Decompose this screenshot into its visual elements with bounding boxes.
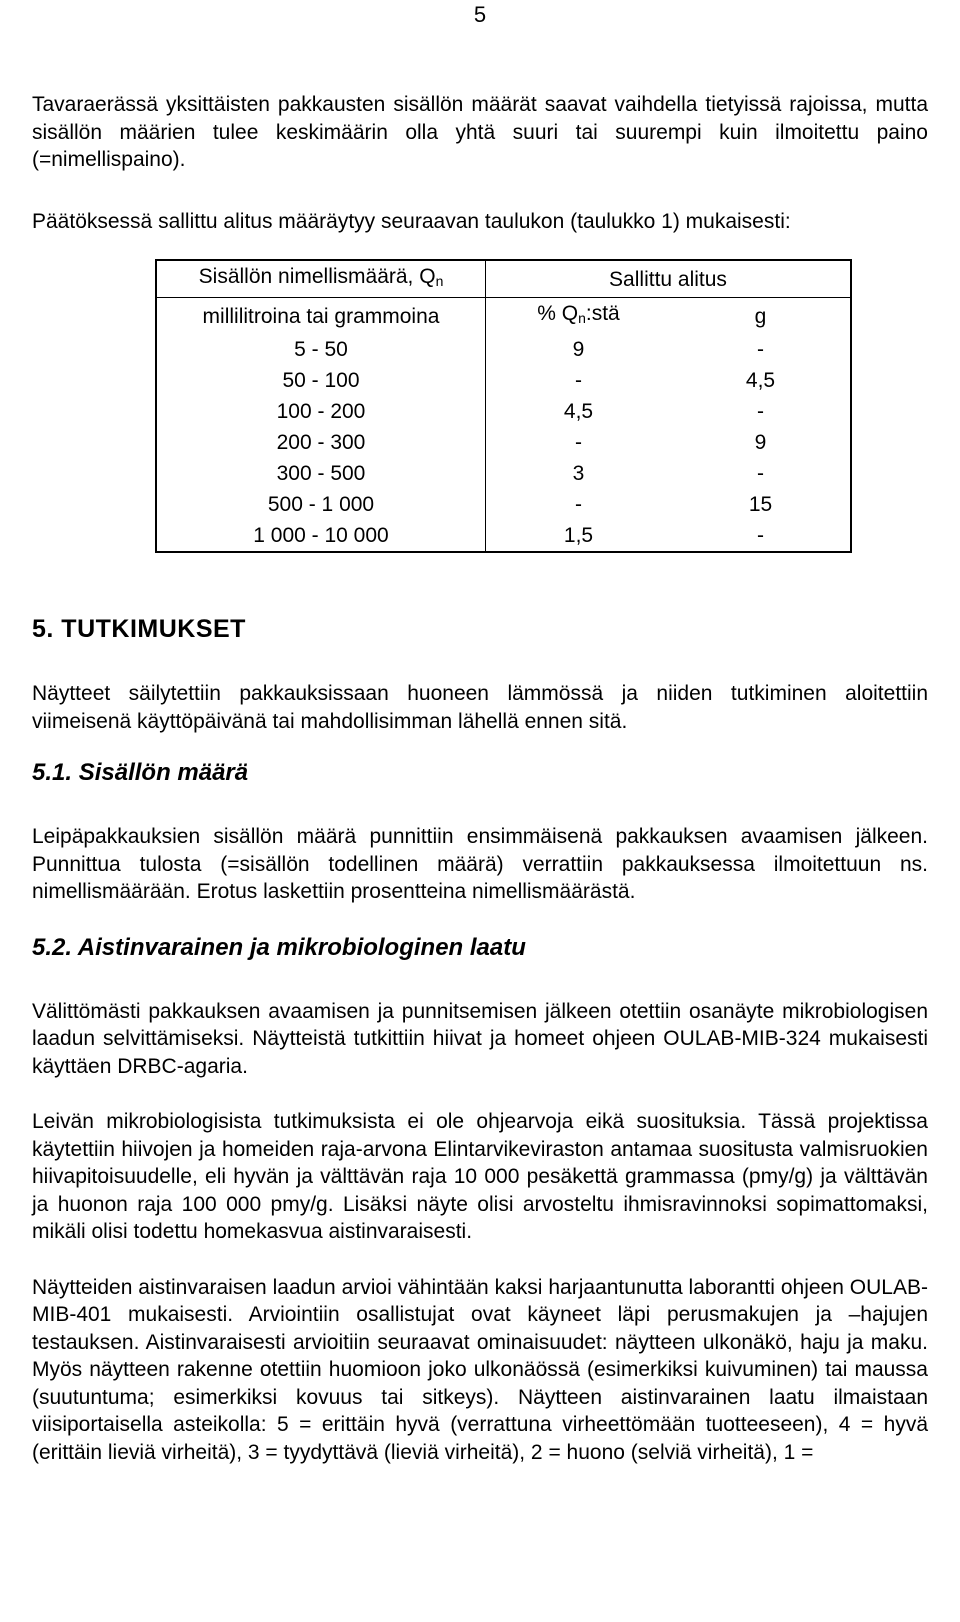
section-5-2-paragraph-1: Välittömästi pakkauksen avaamisen ja punnitsemisen jälkeen otettiin osanäyte mikrobiologisen laadun selvittämiseksi. Näytteistä tutkittiin hiivat ja homeet ohjeen OULAB-MIB-324 mukaisesti käyttäen DRBC-agaria. <box>32 999 928 1078</box>
table-row <box>156 458 851 489</box>
header-allowed-shortfall: Sallittu alitus <box>486 260 852 298</box>
subheader-unit: millilitroina tai grammoina <box>156 298 486 335</box>
section-5-paragraph: Näytteet säilytettiin pakkauksissaan huoneen lämmössä ja niiden tutkiminen aloitettiin viimeisenä käyttöpäivänä tai mahdollisimman lähellä ennen sitä. <box>32 682 928 733</box>
table-header-row <box>156 260 851 298</box>
table-cell: 3 <box>572 462 585 485</box>
table-row <box>156 334 851 365</box>
header-nominal-quantity: Sisällön nimellismäärä, $Q_n$ <box>156 260 486 298</box>
subheader-grams: g <box>671 298 851 335</box>
table-cell: - <box>671 458 851 489</box>
allowance-table <box>155 259 852 553</box>
section-5-1-paragraph: Leipäpakkauksien sisällön määrä punnittiin ensimmäisenä pakkauksen avaamisen jälkeen. Punnittua tulosta (=sisällön todellinen määrä) verrattiin pakkauksessa ilmoitettuun ns. nimellismäärään. Erotus laskettiin prosentteina nimellismäärästä. <box>32 825 928 903</box>
table-subheader-row <box>156 298 851 335</box>
table-cell: 300 - 500 <box>156 458 486 489</box>
table-row <box>156 489 851 520</box>
table-cell: 200 - 300 <box>156 427 486 458</box>
table-cell: - <box>575 431 582 454</box>
table-cell: 100 - 200 <box>156 396 486 427</box>
document-body <box>32 91 928 1466</box>
table-row <box>156 365 851 396</box>
table-row <box>156 520 851 552</box>
table-cell: 15 <box>671 489 851 520</box>
table-cell: 4,5 <box>563 400 594 423</box>
section-5-2-heading: 5.2. Aistinvarainen ja mikrobiologinen laatu <box>32 933 526 961</box>
table-lead-paragraph: Päätöksessä sallittu alitus määräytyy seuraavan taulukon (taulukko 1) mukaisesti: <box>32 209 791 233</box>
section-5-1-heading: 5.1. Sisällön määrä <box>32 759 249 786</box>
page-number: 5 <box>473 2 487 27</box>
table-cell: 1,5 <box>486 520 672 552</box>
table-cell: - <box>671 396 851 427</box>
section-5-2-paragraph-3: Näytteiden aistinvaraisen laadun arvioi vähintään kaksi harjaantunutta laborantti ohjeen OULAB-MIB-401 mukaisesti. Arviointiin osallistujat ovat käyneet läpi perusmakujen ja –hajujen testauksen. Aistinvaraisesti arvioitiin seuraavat ominaisuudet: näytteen ulkonäkö, haju ja maku. Myös näytteen rakenne otettiin huomioon joko ulkonäössä (esimerkiksi kuivuminen) tai maussa (suutuntuma; esimerkiksi kovuus tai sitkeys). Näytteen aistinvarainen laatu ilmaistaan viisiportaisella asteikolla: 5 = erittäin hyvä (verrattuna virheettömään tuotteeseen), 4 = hyvä (erittäin lieviä virheitä), 3 = tyydyttävä (lieviä virheitä), 2 = huono (selviä virheitä), 1 = <box>32 1275 928 1464</box>
table-cell: 50 - 100 <box>156 365 486 396</box>
table-cell: 9 <box>671 427 851 458</box>
intro-paragraph: Tavaraerässä yksittäisten pakkausten sisällön määrät saavat vaihdella tietyissä rajoissa, mutta sisällön määrien tulee keskimäärin olla yhtä suuri tai suurempi kuin ilmoitettu paino (=nimellispaino). <box>32 93 928 171</box>
table-row <box>156 396 851 427</box>
table-cell: 1 000 - 10 000 <box>156 520 486 552</box>
table-cell: - <box>575 369 582 392</box>
table-cell: - <box>671 520 851 552</box>
table-cell: - <box>575 493 582 516</box>
table-cell: 5 - 50 <box>156 334 486 365</box>
table-cell: 4,5 <box>671 365 851 396</box>
table-cell: 500 - 1 000 <box>156 489 486 520</box>
table-row <box>156 427 851 458</box>
section-5-heading: 5. TUTKIMUKSET <box>32 615 246 643</box>
section-5-2-paragraph-2: Leivän mikrobiologisista tutkimuksista ei ole ohjearvoja eikä suosituksia. Tässä projektissa käytettiin hiivojen ja homeiden raja-arvona Elintarvikeviraston antamaa suositusta valmisruokien hiivapitoisuudelle, eli hyvän ja välttävän raja 10 000 pesäkettä grammassa (pmy/g) ja välttävän ja huonon raja 100 000 pmy/g. Lisäksi näyte olisi arvosteltu ihmisravinnoksi sopimattomaksi, mikäli olisi todettu homekasvua aistinvaraisesti. <box>32 1110 928 1243</box>
table-cell: - <box>671 334 851 365</box>
table-cell: 9 <box>572 338 585 361</box>
subheader-percent: % $Q_n:stä$ <box>537 302 620 326</box>
